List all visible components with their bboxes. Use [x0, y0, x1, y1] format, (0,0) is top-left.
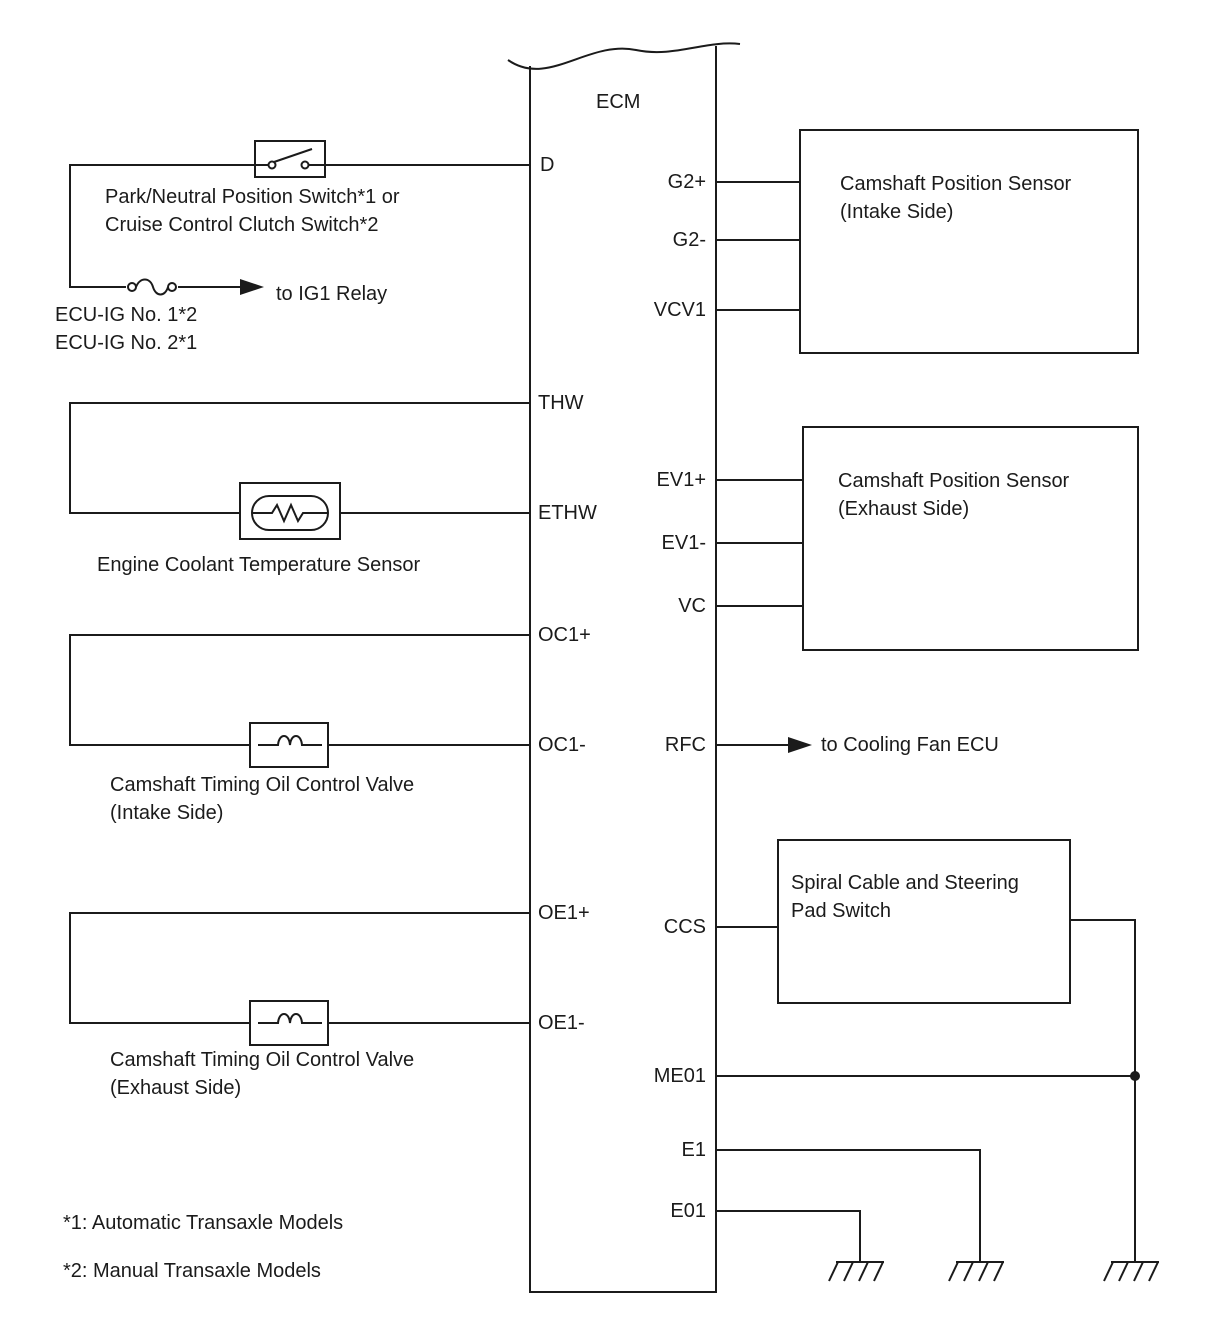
cps-exhaust-label — [838, 467, 1069, 523]
ecu-ig-line1: ECU-IG No. 1*2 — [55, 304, 198, 326]
thermistor-symbol — [240, 483, 340, 539]
pin-label-rfc: RFC — [664, 734, 706, 756]
ocv-intake-line1: Camshaft Timing Oil Control Valve — [110, 774, 415, 796]
fuse-symbol — [126, 276, 178, 298]
pin-label-e1: E1 — [681, 1139, 706, 1161]
cps-exhaust-box — [803, 427, 1138, 650]
arrow-right-icon-ig1 — [240, 279, 264, 295]
pin-label-oe1-plus: OE1+ — [538, 902, 590, 924]
to-cooling-fan-label: to Cooling Fan ECU — [821, 734, 999, 756]
pin-label-oc1-plus: OC1+ — [538, 624, 591, 646]
park-neutral-switch-label — [105, 183, 400, 239]
ecu-ig-line2: ECU-IG No. 2*1 — [55, 332, 198, 354]
junction-dot — [1130, 1071, 1140, 1081]
cps-intake-line2: (Intake Side) — [840, 201, 954, 223]
switch-symbol — [255, 141, 325, 177]
park-neutral-switch-line2: Cruise Control Clutch Switch*2 — [105, 214, 379, 236]
solenoid-coil-symbol-exhaust — [250, 1001, 328, 1045]
ocv-exhaust-line2: (Exhaust Side) — [110, 1077, 242, 1099]
pin-label-ccs: CCS — [663, 916, 706, 938]
cps-exhaust-line2: (Exhaust Side) — [838, 498, 970, 520]
pin-label-g2-plus: G2+ — [667, 171, 706, 193]
pin-label-vc: VC — [678, 595, 706, 617]
ground-symbol-me01 — [1104, 1262, 1159, 1281]
cps-intake-box — [800, 130, 1138, 353]
pin-label-oc1-minus: OC1- — [538, 734, 586, 756]
footnote-1: *1: Automatic Transaxle Models — [63, 1212, 344, 1234]
ocv-exhaust-label — [110, 1046, 414, 1102]
cps-exhaust-line1: Camshaft Position Sensor — [838, 470, 1070, 492]
pin-label-e01: E01 — [670, 1200, 706, 1222]
to-ig1-relay-label: to IG1 Relay — [276, 283, 388, 305]
pin-label-me01: ME01 — [653, 1065, 706, 1087]
ground-symbol-e1 — [949, 1262, 1004, 1281]
pin-label-ev1-minus: EV1- — [661, 532, 706, 554]
cps-intake-line1: Camshaft Position Sensor — [840, 173, 1072, 195]
ocv-exhaust-line1: Camshaft Timing Oil Control Valve — [110, 1049, 415, 1071]
pin-label-vcv1: VCV1 — [653, 299, 706, 321]
ecu-ig-label — [55, 301, 197, 357]
solenoid-coil-symbol-intake — [250, 723, 328, 767]
pin-label-ethw: ETHW — [538, 502, 597, 524]
pin-label-thw: THW — [538, 392, 584, 414]
park-neutral-switch-line1: Park/Neutral Position Switch*1 or — [105, 186, 400, 208]
ground-symbol-e01 — [829, 1262, 884, 1281]
spiral-cable-line1: Spiral Cable and Steering — [791, 872, 1019, 894]
spiral-cable-line2: Pad Switch — [791, 900, 892, 922]
pin-label-d: D — [540, 154, 555, 176]
ecm-title: ECM — [596, 91, 641, 113]
footnote-2: *2: Manual Transaxle Models — [63, 1260, 321, 1282]
pin-label-oe1-minus: OE1- — [538, 1012, 585, 1034]
arrow-right-icon-cooling-fan — [788, 737, 812, 753]
pin-label-g2-minus: G2- — [672, 229, 706, 251]
coolant-sensor-label: Engine Coolant Temperature Sensor — [97, 554, 421, 576]
cps-intake-label — [840, 170, 1071, 226]
pin-label-ev1-plus: EV1+ — [656, 469, 706, 491]
ocv-intake-label — [110, 771, 414, 827]
spiral-cable-label — [791, 869, 1019, 925]
ocv-intake-line2: (Intake Side) — [110, 802, 224, 824]
